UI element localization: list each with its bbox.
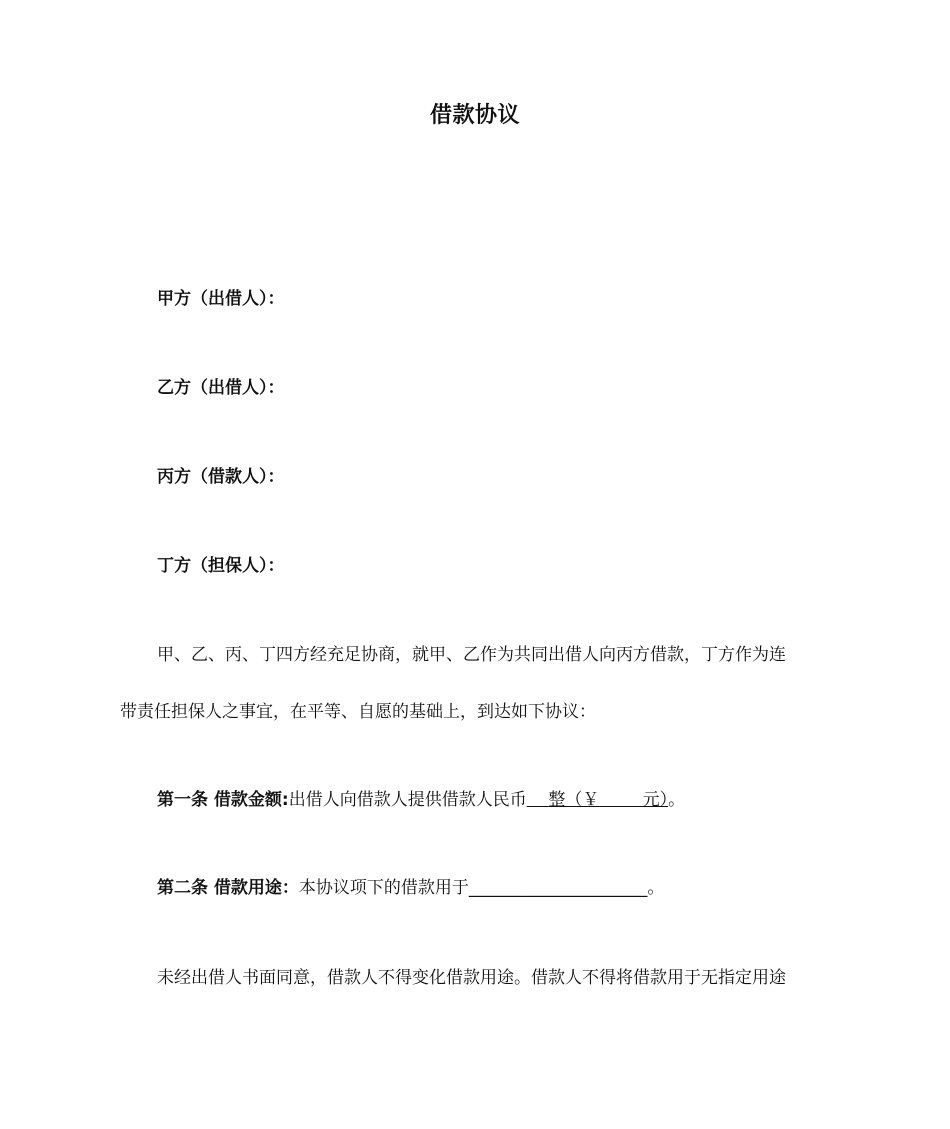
article-1-heading: 第一条 借款金额: xyxy=(157,790,289,810)
preamble-line-2: 带责任担保人之事宜，在平等、自愿的基础上，到达如下协议： xyxy=(120,702,596,722)
party-b-label: 乙方（出借人）： xyxy=(157,378,285,398)
article-1-end: 。 xyxy=(668,790,686,810)
article-2-blank: _____________________ xyxy=(468,878,648,898)
article-2-heading: 第二条 借款用途： xyxy=(157,878,299,898)
article-1-amount-text: 整（￥ xyxy=(548,790,600,810)
article-1-text: 出借人向借款人提供借款人民币 xyxy=(288,790,527,810)
article-2-note-line-1: 未经出借人书面同意，借款人不得变化借款用途。借款人不得将借款用于无指定用途 xyxy=(157,968,786,988)
article-1-blank-mid xyxy=(599,790,642,810)
article-2-end: 。 xyxy=(647,878,665,898)
article-2 xyxy=(157,876,664,900)
article-1-unit-text: 元） xyxy=(642,790,669,810)
party-d-label: 丁方（担保人）： xyxy=(157,556,285,576)
article-1-blank-pre xyxy=(527,790,549,810)
party-a-label: 甲方（出借人）： xyxy=(157,289,285,309)
article-1 xyxy=(157,788,685,812)
preamble-line-1: 甲、乙、丙、丁四方经充足协商，就甲、乙作为共同出借人向丙方借款，丁方作为连 xyxy=(157,645,786,665)
document-title: 借款协议 xyxy=(429,103,520,128)
party-c-label: 丙方（借款人）： xyxy=(157,467,285,487)
article-2-text: 本协议项下的借款用于 xyxy=(298,878,469,898)
